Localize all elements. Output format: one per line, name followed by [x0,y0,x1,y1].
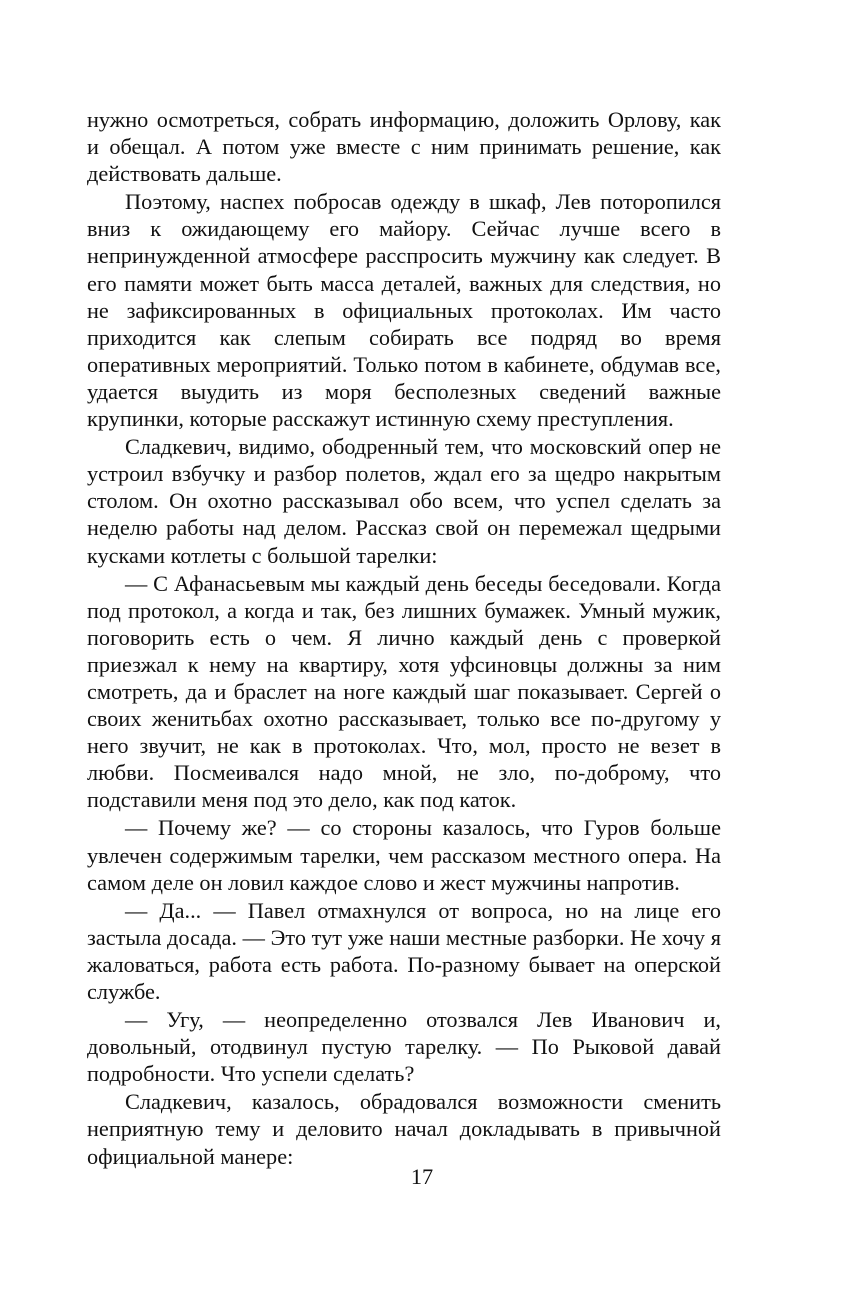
paragraph: Поэтому, наспех побросав одежду в шкаф, Лев поторопился вниз к ожидающему его майору. Сейчас лучше всего в непринужденной атмосфере расспросить мужчину как следует. В его памяти может быть масса деталей, важных для следствия, но не зафиксированных в официальных протоколах. Им часто приходится как слепым собирать все подряд во время оперативных мероприятий. Только потом в кабинете, обдумав все, удается выудить из моря бесполезных сведений важные крупинки, которые расскажут истинную схему преступления. [87,189,721,432]
dialogue-paragraph: — Почему же? — со стороны казалось, что Гуров больше увлечен содержимым тарелки, чем рассказом местного опера. На самом деле он ловил каждое слово и жест мужчины напротив. [87,815,721,895]
dialogue-paragraph: — Да... — Павел отмахнулся от вопроса, но на лице его застыла досада. — Это тут уже наши местные разборки. Не хочу я жаловаться, работа есть работа. По-разному бывает на оперской службе. [87,897,721,1004]
paragraph: нужно осмотреться, собрать информацию, доложить Орлову, как и обещал. А потом уже вместе с ним принимать решение, как действовать дальше. [87,107,721,187]
paragraph: Сладкевич, казалось, обрадовался возможности сменить неприятную тему и деловито начал докладывать в привычной официальной манере: [87,1089,721,1169]
body-text [87,106,721,1171]
dialogue-paragraph: — С Афанасьевым мы каждый день беседы беседовали. Когда под протокол, а когда и так, без лишних бумажек. Умный мужик, поговорить есть о чем. Я лично каждый день с проверкой приезжал к нему на квартиру, хотя уфсиновцы должны за ним смотреть, да и браслет на ноге каждый шаг показывает. Сергей о своих женитьбах охотно рассказывает, только все по-другому у него звучит, не как в протоколах. Что, мол, просто не везет в любви. Посмеивался надо мной, не зло, по-доброму, что подставили меня под это дело, как под каток. [87,570,721,813]
page-number: 17 [410,1164,434,1189]
dialogue-paragraph: — Угу, — неопределенно отозвался Лев Иванович и, довольный, отодвинул пустую тарелку. — По Рыковой давай подробности. Что успели сделать? [87,1007,721,1087]
paragraph: Сладкевич, видимо, ободренный тем, что московский опер не устроил взбучку и разбор полетов, ждал его за щедро накрытым столом. Он охотно рассказывал обо всем, что успел сделать за неделю работы над делом. Рассказ свой он перемежал щедрыми кусками котлеты с большой тарелки: [87,434,721,568]
